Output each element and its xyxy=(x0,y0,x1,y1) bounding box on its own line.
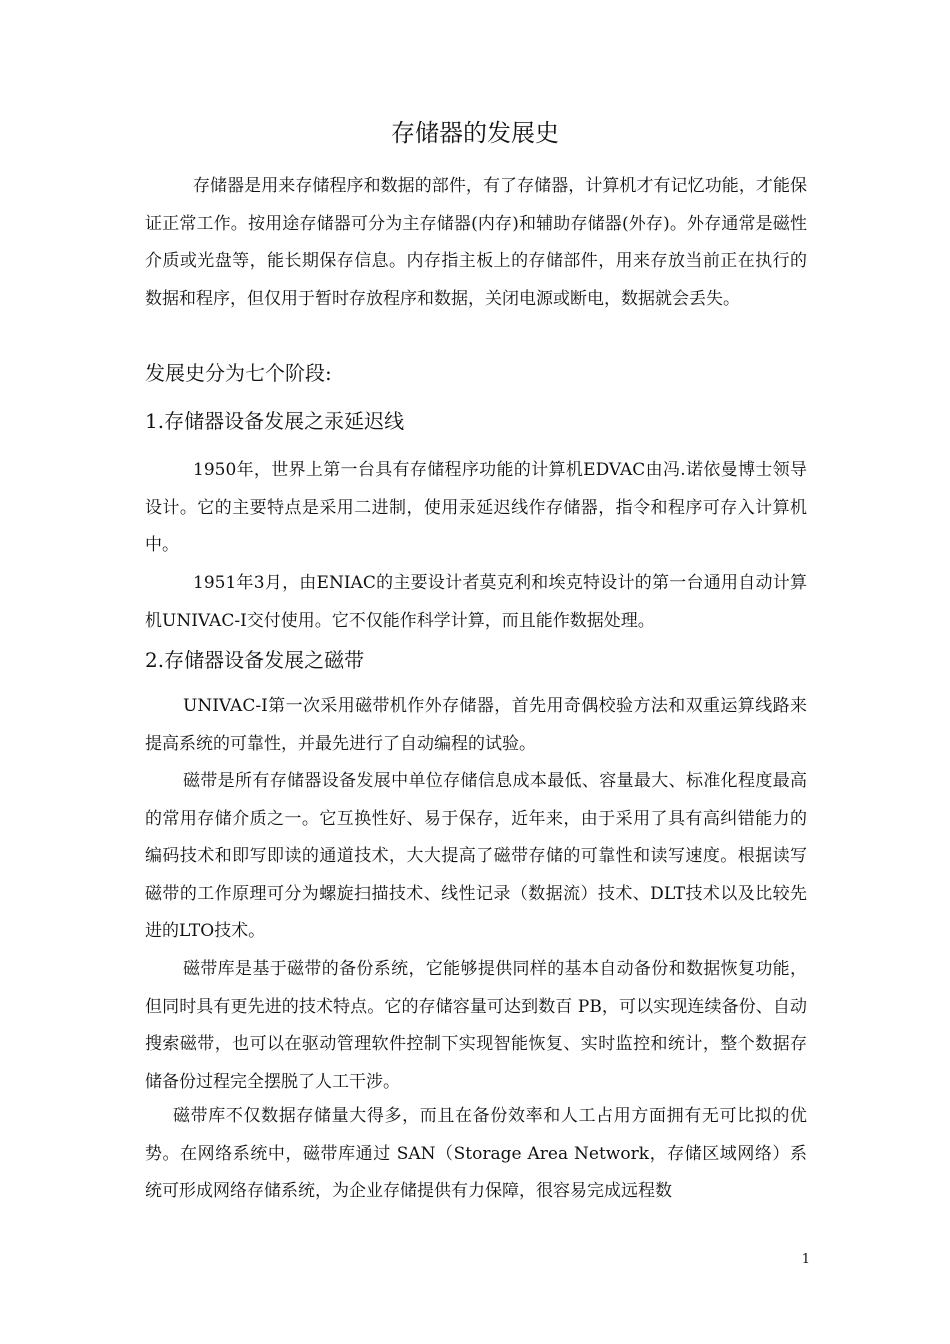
section-2-paragraph-2: 磁带是所有存储器设备发展中单位存储信息成本最低、容量最大、标准化程度最高的常用存储介质之一。它互换性好、易于保存，近年来，由于采用了具有高纠错能力的编码技术和即写即读的通道技术，大大提高了磁带存储的可靠性和读写速度。根据读写磁带的工作原理可分为螺旋扫描技术、线性记录（数据流）技术、DLT技术以及比较先进的LTO技术。 xyxy=(145,771,807,941)
stages-heading: 发展史分为七个阶段: xyxy=(145,361,332,385)
page-title: 存储器的发展史 xyxy=(391,119,559,147)
section-1-paragraph-2: 1951年3月，由ENIAC的主要设计者莫克利和埃克特设计的第一台通用自动计算机UNIVAC-I交付使用。它不仅能作科学计算，而且能作数据处理。 xyxy=(145,573,807,631)
section-2-paragraph-3: 磁带库是基于磁带的备份系统，它能够提供同样的基本自动备份和数据恢复功能，但同时具有更先进的技术特点。它的存储容量可达到数百 PB，可以实现连续备份、自动搜索磁带，也可以在驱动管理软件控制下实现智能恢复、实时监控和统计，整个数据存储备份过程完全摆脱了人工干涉。 xyxy=(145,959,807,1092)
section-1-paragraph-1: 1950年，世界上第一台具有存储程序功能的计算机EDVAC由冯.诺依曼博士领导设计。它的主要特点是采用二进制，使用汞延迟线作存储器，指令和程序可存入计算机中。 xyxy=(145,460,807,555)
intro-paragraph: 存储器是用来存储程序和数据的部件，有了存储器，计算机才有记忆功能，才能保证正常工作。按用途存储器可分为主存储器(内存)和辅助存储器(外存)。外存通常是磁性介质或光盘等，能长期保存信息。内存指主板上的存储部件，用来存放当前正在执行的数据和程序，但仅用于暂时存放程序和数据，关闭电源或断电，数据就会丢失。 xyxy=(145,176,807,309)
section-2-heading: 2.存储器设备发展之磁带 xyxy=(145,648,365,672)
section-1-heading: 1.存储器设备发展之汞延迟线 xyxy=(145,409,405,433)
section-2-paragraph-4: 磁带库不仅数据存储量大得多，而且在备份效率和人工占用方面拥有无可比拟的优势。在网络系统中，磁带库通过 SAN（Storage Area Network，存储区域网络）系统可形成网络存储系统，为企业存储提供有力保障，很容易完成远程数 xyxy=(145,1106,807,1201)
page-number: 1 xyxy=(801,1252,810,1267)
section-2-paragraph-1: UNIVAC-I第一次采用磁带机作外存储器，首先用奇偶校验方法和双重运算线路来提高系统的可靠性，并最先进行了自动编程的试验。 xyxy=(145,696,807,754)
